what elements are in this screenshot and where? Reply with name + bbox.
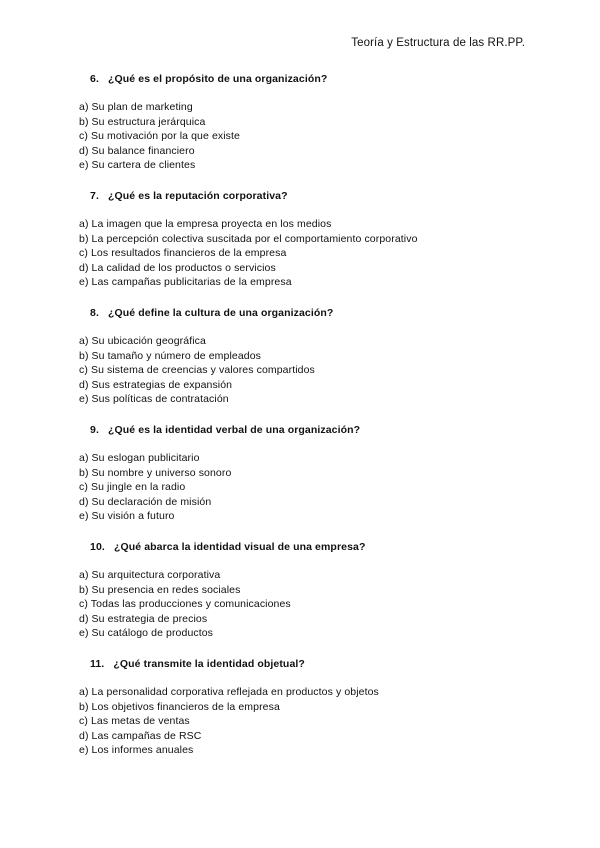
question-title [90,541,365,553]
answer-option: a) La personalidad corporativa reflejada en productos y objetos [79,686,379,698]
answer-option: d) Su declaración de misión [79,495,212,508]
answer-option: b) Su tamaño y número de empleados [79,349,262,362]
answer-option: a) Su arquitectura corporativa [79,569,221,581]
question-number: 6. [90,73,99,85]
question-text: ¿Qué abarca la identidad visual de una empresa? [113,541,366,553]
answer-option: c) Las metas de ventas [79,715,190,728]
answer-option: a) Su eslogan publicitario [79,452,200,464]
answer-option: c) Los resultados financieros de la empresa [79,247,287,260]
answer-option: a) La imagen que la empresa proyecta en los medios [79,218,332,230]
page-header: Teoría y Estructura de las RR.PP. [351,37,525,49]
question-number: 11. [90,658,105,670]
answer-option: a) Su plan de marketing [79,101,193,113]
answer-option: c) Su jingle en la radio [79,481,186,494]
answer-option: d) Su balance financiero [79,144,195,157]
question-number: 8. [90,307,99,319]
answer-option: c) Todas las producciones y comunicaciones [79,598,291,611]
answer-option: e) Los informes anuales [79,744,194,757]
answer-option: c) Su motivación por la que existe [79,130,240,143]
answer-options [79,685,379,758]
answer-option: b) Su nombre y universo sonoro [79,466,232,479]
question-title [90,190,288,202]
answer-options [79,217,418,290]
question-title [90,658,305,670]
answer-option: b) Su estructura jerárquica [79,115,206,128]
answer-option: e) Su cartera de clientes [79,159,196,172]
answer-option: b) La percepción colectiva suscitada por el comportamiento corporativo [79,232,418,245]
question-number: 7. [90,190,99,202]
question-title [90,73,327,85]
answer-option: c) Su sistema de creencias y valores compartidos [79,364,315,377]
answer-option: d) La calidad de los productos o servicios [79,261,276,274]
question-text: ¿Qué define la cultura de una organización? [108,307,334,319]
answer-options [79,451,231,524]
answer-option: a) Su ubicación geográfica [79,335,206,347]
question-text: ¿Qué es el propósito de una organización? [108,73,328,85]
answer-option: b) Su presencia en redes sociales [79,583,241,596]
answer-options [79,568,291,641]
answer-option: e) Su visión a futuro [79,510,175,523]
answer-option: e) Sus políticas de contratación [79,393,229,406]
question-number: 10. [90,541,105,553]
question-title [90,424,360,436]
answer-option: b) Los objetivos financieros de la empresa [79,700,280,713]
question-title [90,307,333,319]
question-text: ¿Qué es la reputación corporativa? [108,190,288,202]
answer-options [79,100,240,173]
question-number: 9. [90,424,99,436]
answer-option: e) Las campañas publicitarias de la empresa [79,276,292,289]
answer-options [79,334,315,407]
question-text: ¿Qué es la identidad verbal de una organización? [108,424,361,436]
answer-option: d) Sus estrategias de expansión [79,378,233,391]
answer-option: d) Su estrategia de precios [79,612,208,625]
answer-option: e) Su catálogo de productos [79,627,214,640]
answer-option: d) Las campañas de RSC [79,729,202,742]
question-text: ¿Qué transmite la identidad objetual? [113,658,305,670]
